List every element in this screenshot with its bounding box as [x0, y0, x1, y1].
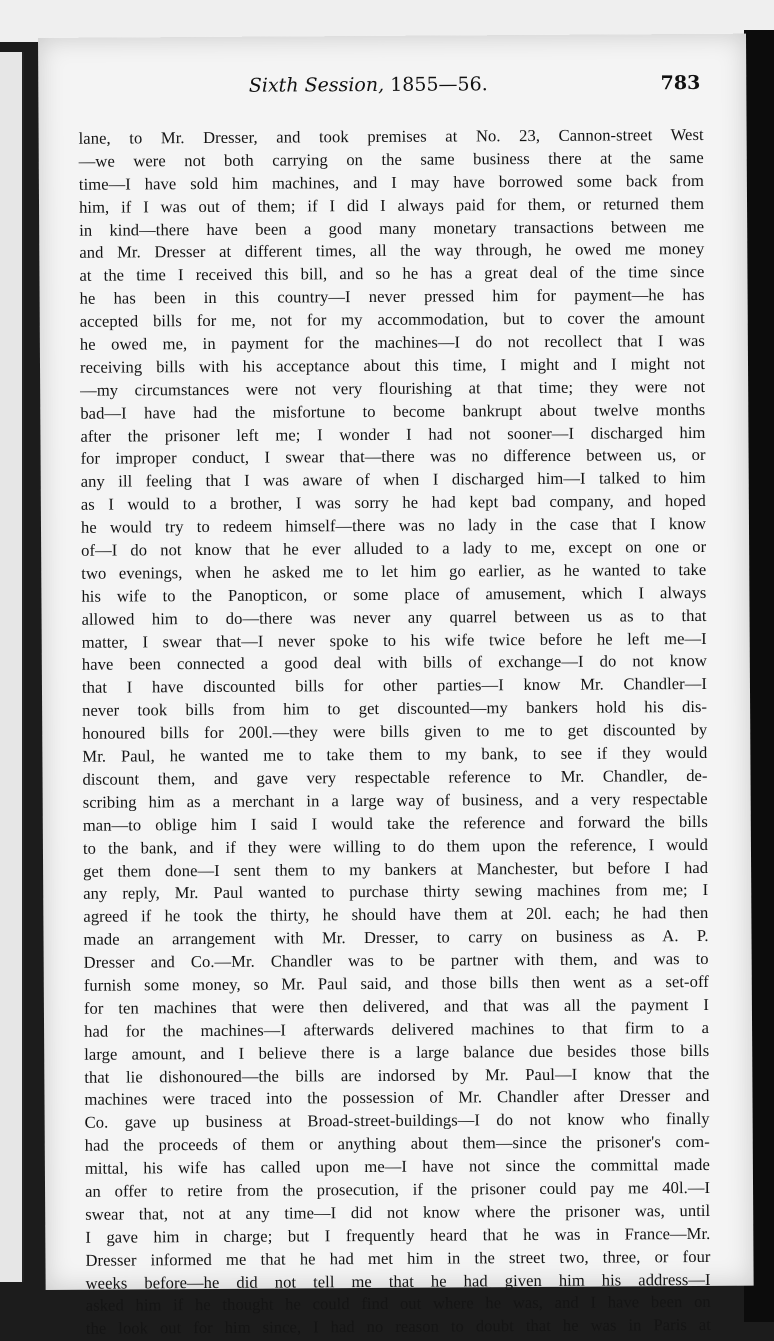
text-line: bad—I have had the misfortune to become bankrupt about twelve months	[80, 399, 706, 423]
document-page	[38, 34, 754, 1339]
text-line: matter, I swear that—I never spoke to his wife twice before he left me—I	[81, 628, 707, 652]
text-line: weeks before—he did not tell me that he had given him his address—I	[85, 1269, 711, 1293]
text-line: discount them, and gave very respectable reference to Mr. Chandler, de-	[82, 765, 708, 789]
text-line: and Mr. Dresser at different times, all the way through, he owed me money	[79, 239, 705, 263]
text-line: at the time I received this bill, and so he has a great deal of the time since	[79, 262, 705, 286]
text-line: —we were not both carrying on the same business there at the same	[78, 147, 704, 171]
text-line: never took bills from him to get discounted—my bankers hold his dis-	[82, 697, 708, 721]
text-line: mittal, his wife has called upon me—I have not since the committal made	[84, 1154, 710, 1178]
text-line: for ten machines that were then delivered, and that was all the payment I	[83, 994, 709, 1018]
text-line: him, if I was out of them; if I did I always paid for them, or returned them	[78, 193, 705, 217]
text-line: as I would to a brother, I was sorry he had kept bad company, and hoped	[80, 491, 706, 514]
text-line: machines were traced into the possession of Mr. Chandler after Dresser and	[84, 1086, 710, 1110]
text-line: his wife to the Panopticon, or some place of amusement, which I always	[81, 582, 707, 606]
text-line: receiving bills with his acceptance about this time, I might and I might not	[79, 353, 706, 377]
running-header	[68, 72, 668, 104]
text-line: any reply, Mr. Paul wanted to purchase thirty sewing machines from me; I	[83, 880, 709, 904]
text-line: asked him if he thought he could find out where he was, and I have been on	[85, 1292, 711, 1316]
text-line: large amount, and I believe there is a large balance due besides those bills	[84, 1040, 710, 1064]
text-line: had for the machines—I afterwards delivered machines to that firm to a	[84, 1017, 710, 1041]
page-number: 783	[660, 71, 701, 95]
text-line: time—I have sold him machines, and I may have borrowed some back from	[78, 170, 704, 194]
text-line: to the bank, and if they were willing to do them upon the reference, I would	[82, 834, 708, 858]
text-line: get them done—I sent them to my bankers at Manchester, but before I had	[83, 857, 709, 881]
text-line: he would try to redeem himself—there was no lady in the case that I know	[80, 514, 707, 537]
text-line: allowed him to do—there was never any quarrel between us as to that	[81, 605, 707, 629]
text-line: I gave him in charge; but I frequently heard that he was in France—Mr.	[85, 1223, 711, 1247]
text-line: in kind—there have been a good many monetary transactions between me	[79, 216, 705, 240]
text-line: —my circumstances were not very flourishing at that time; they were not	[80, 376, 706, 400]
text-line: had the proceeds of them or anything about them—since the prisoner's com-	[84, 1132, 710, 1155]
text-line: any ill feeling that I was aware of when I discharged him—I talked to him	[80, 468, 706, 492]
text-line: after the prisoner left me; I wonder I had not sooner—I discharged him	[80, 422, 706, 446]
text-line: an offer to retire from the prosecution, if the prisoner could pay me 40l.—I	[84, 1177, 711, 1201]
text-line: Dresser and Co.—Mr. Chandler was to be partner with them, and was to	[83, 948, 709, 972]
text-line: he owed me, in payment for the machines—I do not recollect that I was	[79, 330, 705, 354]
facing-page-edge	[0, 52, 24, 1282]
text-line: Dresser informed me that he had met him in the street two, three, or four	[85, 1246, 711, 1270]
text-line: accepted bills for me, not for my accommodation, but to cover the amount	[79, 308, 705, 331]
text-line: have been connected a good deal with bills of exchange—I do not know	[81, 651, 707, 675]
session-title: Sixth Session,	[248, 73, 385, 97]
body-text	[79, 124, 711, 1341]
text-line: agreed if he took the thirty, he should have them at 20l. each; he had then	[83, 903, 709, 927]
text-line: made an arrangement with Mr. Dresser, to carry on business as A. P.	[83, 926, 709, 949]
session-years: 1855—56.	[390, 73, 488, 96]
text-line: two evenings, when he asked me to let him go earlier, as he wanted to take	[81, 559, 707, 583]
text-line: the look out for him since, I had no reason to doubt that he was in Paris at	[85, 1315, 711, 1339]
text-line: that lie dishonoured—the bills are indorsed by Mr. Paul—I know that the	[84, 1063, 710, 1087]
text-line: swear that, not at any time—I did not know where the prisoner was, until	[85, 1200, 711, 1224]
text-line: man—to oblige him I said I would take the reference and forward the bills	[82, 811, 708, 835]
text-line: furnish some money, so Mr. Paul said, and those bills then went as a set-off	[83, 971, 709, 995]
text-line: that I have discounted bills for other parties—I know Mr. Chandler—I	[81, 674, 708, 698]
text-line: lane, to Mr. Dresser, and took premises at No. 23, Cannon-street West	[78, 124, 704, 148]
text-line: for improper conduct, I swear that—there was no difference between us, or	[80, 445, 706, 469]
text-line: he has been in this country—I never pressed him for payment—he has	[79, 285, 705, 308]
text-line: honoured bills for 200l.—they were bills given to me to get discounted by	[82, 720, 708, 743]
text-line: scribing him as a merchant in a large way of business, and a very respectable	[82, 788, 708, 812]
text-line: Co. gave up business at Broad-street-buildings—I do not know who finally	[84, 1109, 710, 1133]
text-line: of—I do not know that he ever alluded to a lady to me, except on one or	[81, 536, 707, 560]
text-line: Mr. Paul, he wanted me to take them to my bank, to see if they would	[82, 742, 708, 766]
